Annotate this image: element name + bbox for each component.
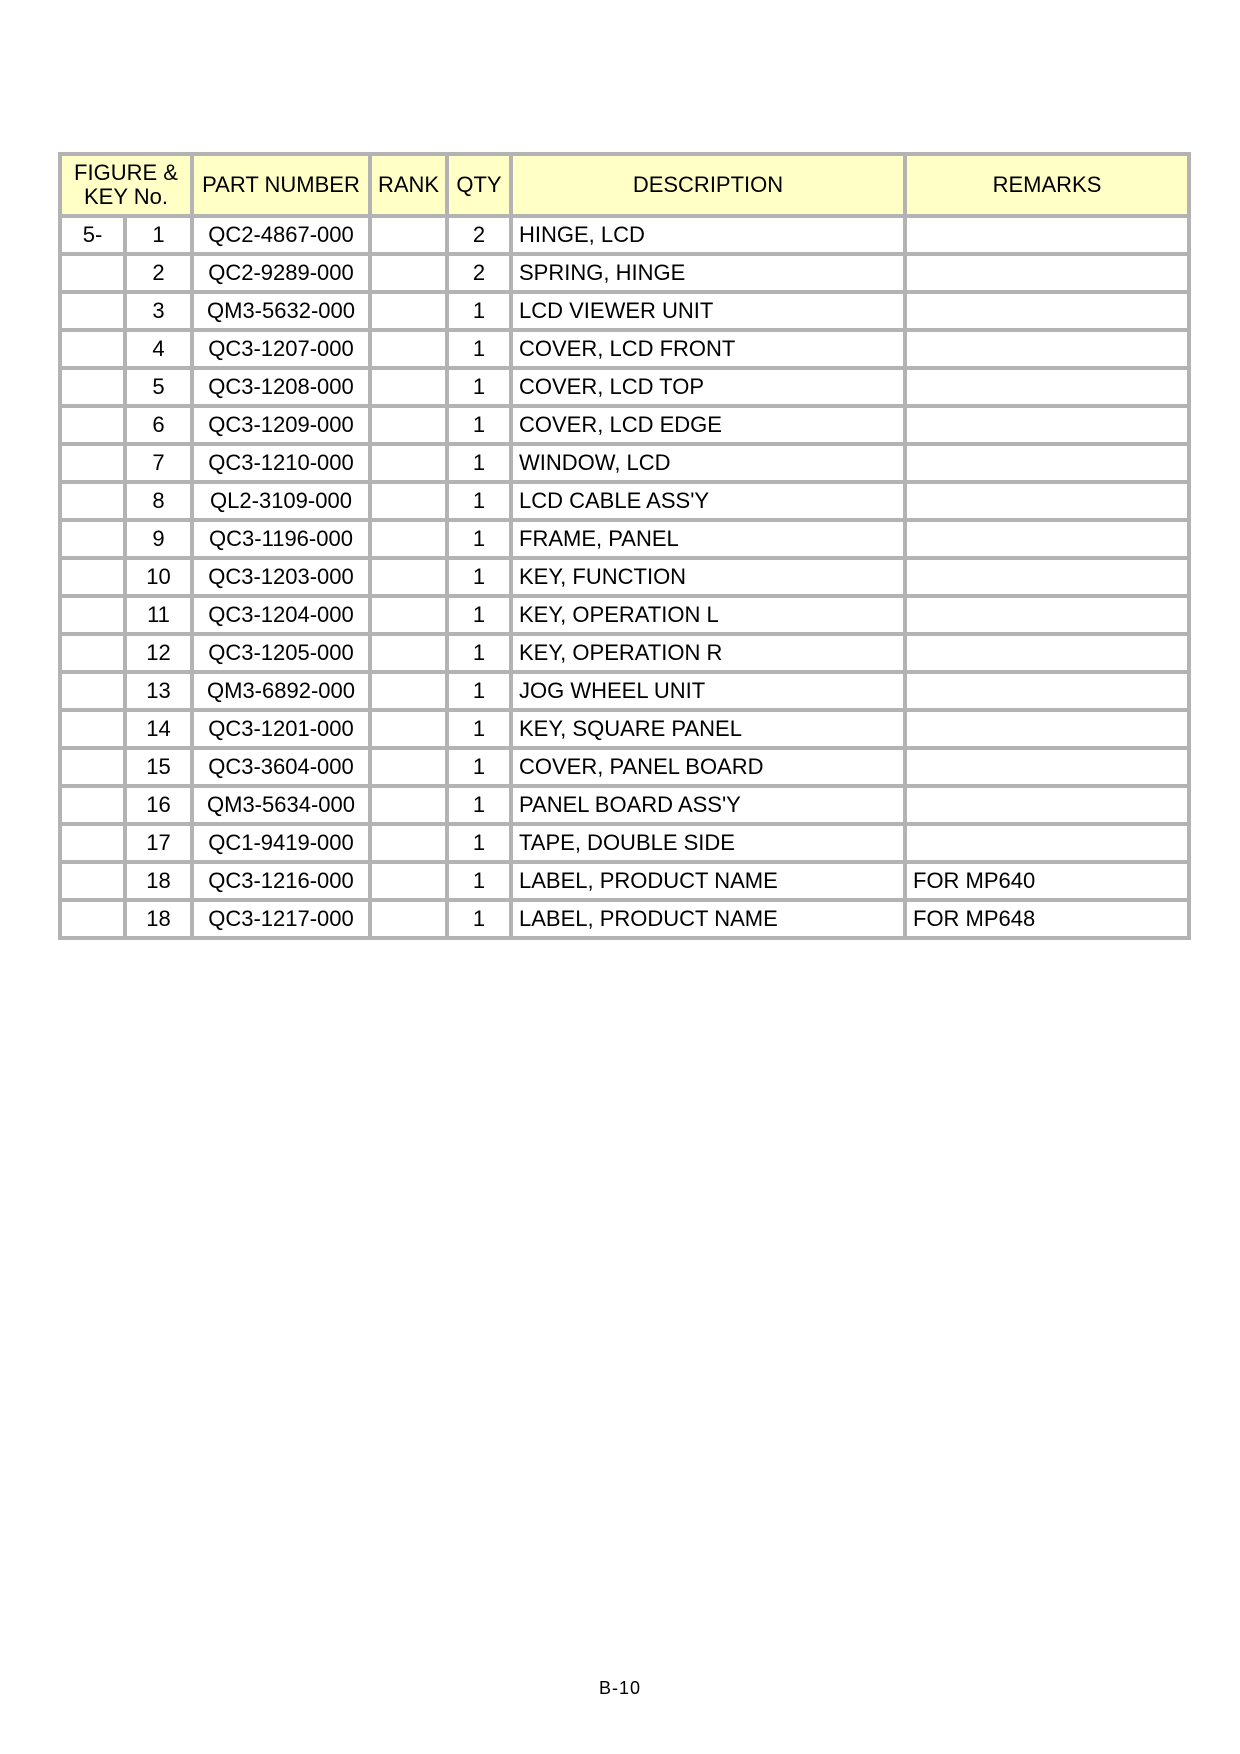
qty-cell: 2 <box>447 254 511 292</box>
rank-cell <box>370 634 447 672</box>
figure-cell: 5- <box>60 216 125 254</box>
qty-cell: 1 <box>447 292 511 330</box>
description-cell: KEY, OPERATION L <box>511 596 905 634</box>
description-cell: TAPE, DOUBLE SIDE <box>511 824 905 862</box>
figure-key-header <box>60 154 192 216</box>
qty-cell: 1 <box>447 862 511 900</box>
parts-table-body <box>60 216 1189 938</box>
part-number-cell: QC3-1210-000 <box>192 444 370 482</box>
figure-cell <box>60 520 125 558</box>
table-row <box>60 368 1189 406</box>
rank-cell <box>370 710 447 748</box>
part-number-header: PART NUMBER <box>192 154 370 216</box>
rank-cell <box>370 482 447 520</box>
table-row <box>60 748 1189 786</box>
key-header-line2: KEY No. <box>84 184 168 209</box>
remarks-cell <box>905 634 1189 672</box>
part-number-cell: QC2-9289-000 <box>192 254 370 292</box>
remarks-header: REMARKS <box>905 154 1189 216</box>
table-row <box>60 330 1189 368</box>
key-number-cell: 14 <box>125 710 192 748</box>
remarks-cell <box>905 444 1189 482</box>
table-row <box>60 444 1189 482</box>
rank-cell <box>370 292 447 330</box>
figure-cell <box>60 710 125 748</box>
description-cell: FRAME, PANEL <box>511 520 905 558</box>
figure-cell <box>60 444 125 482</box>
description-cell: LABEL, PRODUCT NAME <box>511 862 905 900</box>
rank-header: RANK <box>370 154 447 216</box>
description-cell: LCD VIEWER UNIT <box>511 292 905 330</box>
remarks-cell <box>905 672 1189 710</box>
description-cell: COVER, PANEL BOARD <box>511 748 905 786</box>
figure-cell <box>60 292 125 330</box>
key-number-cell: 18 <box>125 900 192 938</box>
part-number-cell: QC3-1208-000 <box>192 368 370 406</box>
rank-cell <box>370 444 447 482</box>
remarks-cell <box>905 748 1189 786</box>
table-row <box>60 254 1189 292</box>
description-cell: LABEL, PRODUCT NAME <box>511 900 905 938</box>
remarks-cell <box>905 482 1189 520</box>
part-number-cell: QC3-1207-000 <box>192 330 370 368</box>
rank-cell <box>370 596 447 634</box>
figure-cell <box>60 634 125 672</box>
description-cell: SPRING, HINGE <box>511 254 905 292</box>
remarks-cell <box>905 520 1189 558</box>
description-cell: COVER, LCD EDGE <box>511 406 905 444</box>
rank-cell <box>370 900 447 938</box>
figure-cell <box>60 748 125 786</box>
description-cell: WINDOW, LCD <box>511 444 905 482</box>
description-cell: HINGE, LCD <box>511 216 905 254</box>
parts-list-table <box>58 152 1191 940</box>
remarks-cell <box>905 216 1189 254</box>
figure-header-line1: FIGURE & <box>74 160 178 185</box>
remarks-cell <box>905 824 1189 862</box>
description-header: DESCRIPTION <box>511 154 905 216</box>
rank-cell <box>370 520 447 558</box>
figure-cell <box>60 900 125 938</box>
remarks-cell <box>905 368 1189 406</box>
description-cell: COVER, LCD FRONT <box>511 330 905 368</box>
qty-cell: 2 <box>447 216 511 254</box>
remarks-cell <box>905 406 1189 444</box>
qty-cell: 1 <box>447 824 511 862</box>
figure-cell <box>60 672 125 710</box>
qty-cell: 1 <box>447 900 511 938</box>
description-cell: LCD CABLE ASS'Y <box>511 482 905 520</box>
qty-cell: 1 <box>447 444 511 482</box>
qty-cell: 1 <box>447 786 511 824</box>
rank-cell <box>370 862 447 900</box>
part-number-cell: QC3-1201-000 <box>192 710 370 748</box>
table-row <box>60 406 1189 444</box>
part-number-cell: QM3-5632-000 <box>192 292 370 330</box>
qty-cell: 1 <box>447 596 511 634</box>
table-row <box>60 482 1189 520</box>
key-number-cell: 7 <box>125 444 192 482</box>
table-row <box>60 558 1189 596</box>
figure-cell <box>60 330 125 368</box>
table-row <box>60 786 1189 824</box>
rank-cell <box>370 368 447 406</box>
part-number-cell: QC2-4867-000 <box>192 216 370 254</box>
remarks-cell: FOR MP648 <box>905 900 1189 938</box>
table-row <box>60 596 1189 634</box>
figure-cell <box>60 786 125 824</box>
rank-cell <box>370 330 447 368</box>
key-number-cell: 10 <box>125 558 192 596</box>
figure-cell <box>60 862 125 900</box>
remarks-cell: FOR MP640 <box>905 862 1189 900</box>
table-row <box>60 520 1189 558</box>
key-number-cell: 17 <box>125 824 192 862</box>
key-number-cell: 6 <box>125 406 192 444</box>
remarks-cell <box>905 254 1189 292</box>
table-header-row <box>60 154 1189 216</box>
figure-cell <box>60 558 125 596</box>
part-number-cell: QC3-1216-000 <box>192 862 370 900</box>
description-cell: KEY, OPERATION R <box>511 634 905 672</box>
remarks-cell <box>905 596 1189 634</box>
qty-cell: 1 <box>447 482 511 520</box>
table-row <box>60 710 1189 748</box>
qty-cell: 1 <box>447 520 511 558</box>
rank-cell <box>370 254 447 292</box>
qty-cell: 1 <box>447 748 511 786</box>
remarks-cell <box>905 558 1189 596</box>
rank-cell <box>370 558 447 596</box>
qty-cell: 1 <box>447 368 511 406</box>
part-number-cell: QC3-1205-000 <box>192 634 370 672</box>
rank-cell <box>370 672 447 710</box>
key-number-cell: 18 <box>125 862 192 900</box>
key-number-cell: 2 <box>125 254 192 292</box>
remarks-cell <box>905 292 1189 330</box>
key-number-cell: 13 <box>125 672 192 710</box>
part-number-cell: QC3-3604-000 <box>192 748 370 786</box>
description-cell: KEY, SQUARE PANEL <box>511 710 905 748</box>
remarks-cell <box>905 710 1189 748</box>
figure-cell <box>60 482 125 520</box>
rank-cell <box>370 824 447 862</box>
rank-cell <box>370 216 447 254</box>
description-cell: COVER, LCD TOP <box>511 368 905 406</box>
qty-cell: 1 <box>447 634 511 672</box>
table-row <box>60 634 1189 672</box>
remarks-cell <box>905 330 1189 368</box>
key-number-cell: 16 <box>125 786 192 824</box>
part-number-cell: QL2-3109-000 <box>192 482 370 520</box>
key-number-cell: 15 <box>125 748 192 786</box>
table-row <box>60 824 1189 862</box>
key-number-cell: 4 <box>125 330 192 368</box>
qty-cell: 1 <box>447 558 511 596</box>
part-number-cell: QC3-1203-000 <box>192 558 370 596</box>
figure-cell <box>60 368 125 406</box>
table-row <box>60 862 1189 900</box>
key-number-cell: 12 <box>125 634 192 672</box>
key-number-cell: 9 <box>125 520 192 558</box>
key-number-cell: 11 <box>125 596 192 634</box>
table-row <box>60 672 1189 710</box>
rank-cell <box>370 748 447 786</box>
part-number-cell: QM3-6892-000 <box>192 672 370 710</box>
part-number-cell: QM3-5634-000 <box>192 786 370 824</box>
key-number-cell: 1 <box>125 216 192 254</box>
figure-cell <box>60 824 125 862</box>
description-cell: JOG WHEEL UNIT <box>511 672 905 710</box>
rank-cell <box>370 786 447 824</box>
key-number-cell: 3 <box>125 292 192 330</box>
part-number-cell: QC3-1209-000 <box>192 406 370 444</box>
part-number-cell: QC3-1204-000 <box>192 596 370 634</box>
rank-cell <box>370 406 447 444</box>
qty-cell: 1 <box>447 710 511 748</box>
part-number-cell: QC3-1196-000 <box>192 520 370 558</box>
key-number-cell: 5 <box>125 368 192 406</box>
table-row <box>60 292 1189 330</box>
remarks-cell <box>905 786 1189 824</box>
qty-cell: 1 <box>447 406 511 444</box>
table-row <box>60 216 1189 254</box>
table-row <box>60 900 1189 938</box>
part-number-cell: QC3-1217-000 <box>192 900 370 938</box>
qty-cell: 1 <box>447 330 511 368</box>
page-number: B-10 <box>598 1678 642 1698</box>
description-cell: PANEL BOARD ASS'Y <box>511 786 905 824</box>
figure-cell <box>60 254 125 292</box>
qty-header: QTY <box>447 154 511 216</box>
description-cell: KEY, FUNCTION <box>511 558 905 596</box>
figure-cell <box>60 406 125 444</box>
key-number-cell: 8 <box>125 482 192 520</box>
figure-cell <box>60 596 125 634</box>
part-number-cell: QC1-9419-000 <box>192 824 370 862</box>
qty-cell: 1 <box>447 672 511 710</box>
